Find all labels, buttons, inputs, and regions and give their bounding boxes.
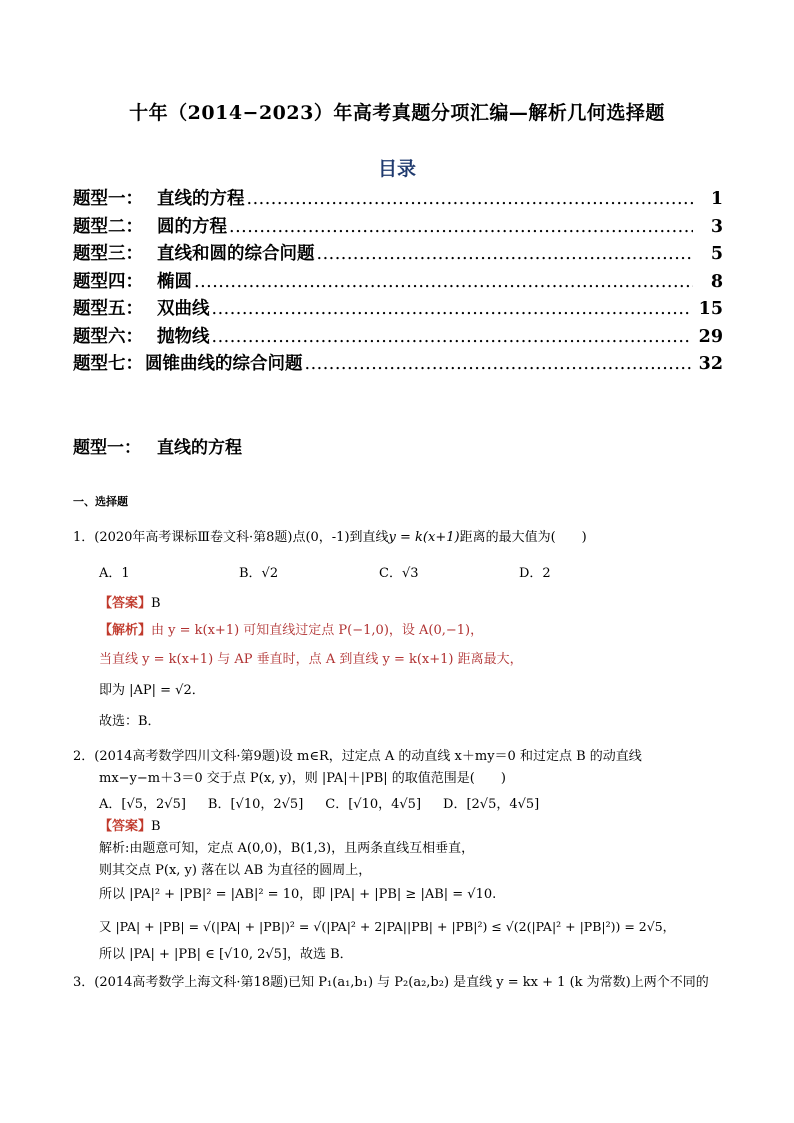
choice-option[interactable]: D．2 — [519, 566, 551, 581]
toc-entry[interactable] — [73, 185, 723, 213]
question-stem-line: 3．(2014高考数学上海文科·第18题)已知 P₁(a₁,b₁) 与 P₂(a₂,b₂) 是直线 y = kx + 1 (k 为常数)上两个不同的 — [73, 975, 709, 990]
question-2 — [73, 746, 723, 966]
question-3 — [73, 972, 723, 994]
answer-value: B — [151, 596, 161, 611]
toc-entry-page: 29 — [698, 326, 723, 347]
toc-entry-page: 1 — [710, 189, 723, 209]
toc-entry-title: 直线的方程 — [157, 189, 245, 209]
question-stem-suffix: 距离的最大值为( ) — [459, 530, 587, 545]
toc-entry-label: 题型三： — [73, 244, 143, 264]
analysis-line: 则其交点 P(x, y) 落在以 AB 为直径的圆周上， — [99, 863, 372, 878]
sub-heading: 一、选择题 — [73, 495, 128, 508]
toc-leader-dots — [229, 217, 693, 237]
section-heading — [73, 433, 242, 458]
question-stem — [73, 527, 723, 549]
toc-entry-page: 8 — [710, 271, 723, 292]
section-heading-title: 直线的方程 — [157, 438, 242, 458]
toc-entry[interactable] — [73, 213, 723, 241]
toc-leader-dots — [212, 299, 691, 319]
toc-entry-label: 题型一： — [73, 189, 143, 209]
toc-entry[interactable] — [73, 295, 723, 323]
toc-leader-dots — [247, 189, 694, 209]
toc-leader-dots — [317, 244, 694, 264]
analysis-label: 【解析】 — [99, 623, 152, 638]
question-stem-formula: y = k(x+1) — [388, 530, 460, 545]
toc-entry-title: 直线和圆的综合问题 — [157, 244, 315, 264]
toc-entry-label: 题型二： — [73, 216, 143, 237]
toc-entry-page: 15 — [698, 299, 723, 319]
choice-option[interactable]: C．√3 — [379, 566, 419, 581]
toc-entry-label: 题型四： — [73, 271, 143, 292]
analysis-line: 解析:由题意可知，定点 A(0,0)，B(1,3)，且两条直线互相垂直， — [99, 841, 475, 856]
toc-entry-title: 椭圆 — [157, 271, 192, 292]
choice-option[interactable]: A．1 — [99, 566, 130, 581]
answer-label: 【答案】 — [99, 596, 152, 611]
toc-entry-title: 圆的方程 — [157, 216, 227, 237]
toc-entry[interactable] — [73, 240, 723, 268]
choice-option[interactable]: B．[√10，2√5] — [207, 797, 304, 812]
choice-list — [73, 794, 723, 816]
toc-entry-page: 32 — [698, 354, 723, 374]
question-stem-prefix: 1．(2020年高考课标Ⅲ卷文科·第8题)点(0，-1)到直线 — [73, 530, 389, 545]
question-stem-line: mx−y−m＋3＝0 交于点 P(x, y)，则 |PA|＋|PB| 的取值范围是( ) — [99, 771, 506, 786]
analysis-text: 由 y = k(x+1) 可知直线过定点 P(−1,0)，设 A(0,−1)， — [151, 623, 484, 638]
toc-entry-label: 题型七： — [73, 354, 143, 374]
analysis-line — [73, 620, 723, 642]
choice-option[interactable]: D．[2√5，4√5] — [443, 797, 540, 812]
answer-label: 【答案】 — [99, 819, 152, 834]
analysis-line: 故选：B． — [99, 714, 161, 729]
toc-entry-title: 双曲线 — [157, 299, 210, 319]
choice-list — [73, 563, 723, 585]
analysis-line: 所以 |PA|² + |PB|² = |AB|² = 10，即 |PA| + |PB| ≥ |AB| = √10. — [99, 887, 497, 902]
question-stem-line: 2．(2014高考数学四川文科·第9题)设 m∈R，过定点 A 的动直线 x＋my＝0 和过定点 B 的动直线 — [73, 749, 642, 764]
analysis-line: 当直线 y = k(x+1) 与 AP 垂直时，点 A 到直线 y = k(x+1) 距离最大， — [99, 652, 523, 667]
toc-leader-dots — [194, 272, 693, 292]
question-1 — [73, 527, 723, 733]
table-of-contents — [73, 185, 723, 378]
analysis-line: 又 |PA| + |PB| = √(|PA| + |PB|)² = √(|PA|² + 2|PA||PB| + |PB|²) ≤ √(2(|PA|² + |PB|²)) = 2√5， — [99, 919, 676, 934]
toc-heading: 目录 — [377, 158, 416, 180]
toc-entry-label: 题型五： — [73, 299, 143, 319]
toc-entry-title: 抛物线 — [157, 326, 210, 347]
analysis-line: 所以 |PA| + |PB| ∈ [√10, 2√5]，故选 B． — [99, 947, 353, 962]
toc-entry-page: 3 — [710, 216, 723, 237]
toc-entry-title: 圆锥曲线的综合问题 — [145, 354, 303, 374]
toc-entry-page: 5 — [710, 244, 723, 264]
toc-leader-dots — [212, 327, 691, 347]
toc-entry[interactable] — [73, 323, 723, 351]
choice-option[interactable]: B．√2 — [239, 566, 279, 581]
document-title: 十年（2014−2023）年高考真题分项汇编—解析几何选择题 — [129, 102, 665, 124]
toc-entry[interactable] — [73, 350, 723, 378]
toc-leader-dots — [305, 354, 691, 374]
toc-entry-label: 题型六： — [73, 326, 143, 347]
answer-line — [73, 816, 723, 838]
analysis-line: 即为 |AP| = √2． — [99, 683, 205, 698]
toc-entry[interactable] — [73, 268, 723, 296]
answer-line — [73, 593, 723, 615]
answer-value: B — [151, 819, 161, 834]
choice-option[interactable]: C．[√10，4√5] — [325, 797, 422, 812]
section-heading-label: 题型一： — [73, 438, 141, 458]
choice-option[interactable]: A．[√5，2√5] — [99, 797, 186, 812]
